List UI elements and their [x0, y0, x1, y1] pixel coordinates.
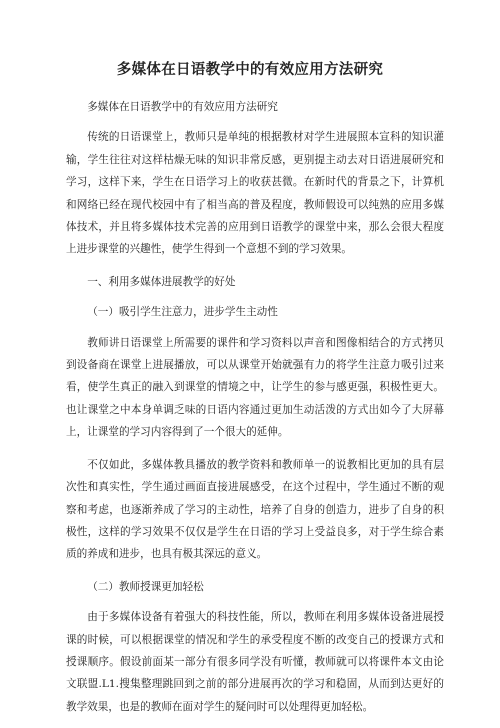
- paragraph-2: 教师讲日语课堂上所需要的课件和学习资料以声音和图像相结合的方式拷贝到设备商在课堂上进展播放，可以从课堂开始就强有力的将学生注意力吸引过来看，使学生真正的融入到课堂的情境之中，让学生的参与感更强，积极性更大。也让课堂之中本身单调乏味的日语内容通过更加生动活泼的方式出如今了大屏幕上，让课堂的学习内容得到了一个很大的延伸。: [66, 336, 444, 439]
- paragraph-1: 传统的日语课堂上，教师只是单纯的根据教材对学生进展照本宣科的知识灌输，学生往往对这样枯燥无味的知识非常反感，更别提主动去对日语进展研究和学习，这样下来，学生在日语学习上的收获甚微。在新时代的背景之下，计算机和网络已经在现代校园中有了相当高的普及程度，教师假设可以纯熟的应用多媒体技术，并且将多媒体技术完善的应用到日语教学的课堂中来，那么会很大程度上进步课堂的兴趣性，使学生得到一个意想不到的学习效果。: [66, 131, 444, 256]
- paragraph-3: 不仅如此，多媒体教具播放的教学资料和教师单一的说教相比更加的具有层次性和真实性，学生通过画面直接进展感受，在这个过程中，学生通过不断的观察和考虑，也逐渐养成了学习的主动性，培养了自身的创造力，进步了自身的积极性，这样的学习效果不仅仅是学生在日语的学习上受益良多，对于学生综合素质的养成和进步，也具有极其深远的意义。: [66, 458, 444, 561]
- document-body: [66, 96, 444, 728]
- page-title: 多媒体在日语教学中的有效应用方法研究: [116, 61, 384, 78]
- section-heading-1: 一、利用多媒体进展教学的好处: [87, 275, 236, 288]
- paragraph-4: 由于多媒体设备有着强大的科技性能，所以，教师在利用多媒体设备进展授课的时候，可以根据课堂的情况和学生的承受程度不断的改变自己的授课方式和授课顺序。假设前面某一部分有很多同学没有听懂，教师就可以将课件本文由论文联盟.L1.搜集整理跳回到之前的部分进展再次的学习和稳固，从而到达更好的教学效果，也是的教师在面对学生的疑问时可以处理得更加轻松。: [66, 611, 444, 713]
- subtitle: 多媒体在日语教学中的有效应用方法研究: [87, 101, 278, 113]
- subsection-heading-2: （二）教师授课更加轻松: [87, 580, 204, 593]
- subsection-heading-1: （一）吸引学生注意力，进步学生主动性: [87, 306, 278, 319]
